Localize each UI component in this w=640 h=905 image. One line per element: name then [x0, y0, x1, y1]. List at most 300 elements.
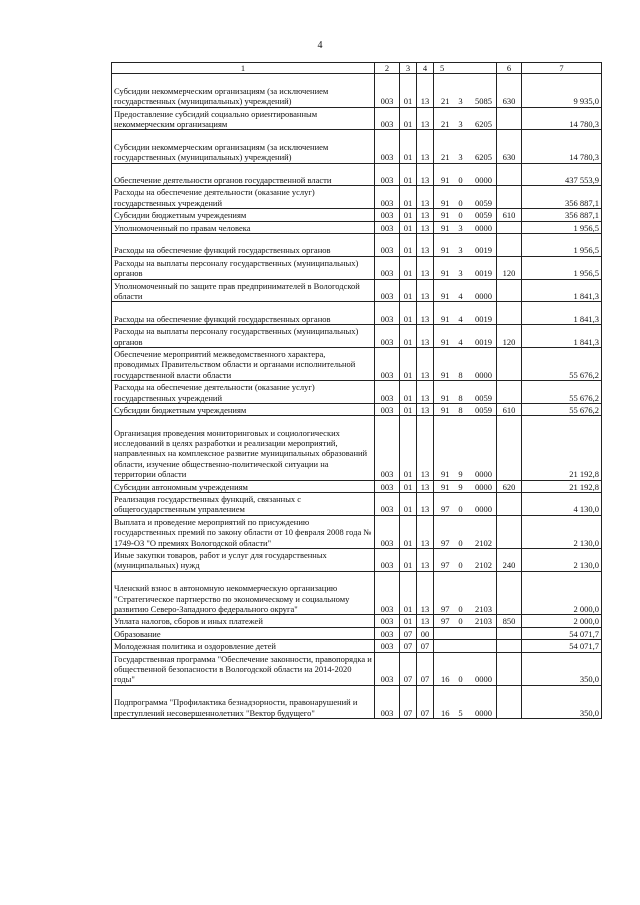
code-part: 16: [441, 674, 450, 685]
row-name: Расходы на обеспечение деятельности (оказание услуг) государственных учреждений: [112, 186, 375, 209]
row-amount: 2 130,0: [522, 515, 602, 548]
row-name: Уплата налогов, сборов и иных платежей: [112, 615, 375, 627]
row-name: Расходы на обеспечение функций государственных органов: [112, 302, 375, 325]
row-col-2: 003: [375, 515, 400, 548]
code-part: 8: [458, 369, 463, 380]
row-col-4: 13: [417, 493, 434, 516]
row-amount: 1 841,3: [522, 325, 602, 348]
row-col-2: 003: [375, 221, 400, 233]
row-col-5: [434, 515, 497, 548]
code-part: 5085: [475, 96, 492, 107]
code-part: 21: [441, 118, 450, 129]
row-amount: 1 841,3: [522, 279, 602, 302]
code-part: 91: [441, 245, 450, 256]
code-part: 3: [458, 222, 463, 233]
row-name: Субсидии бюджетным учреждениям: [112, 209, 375, 221]
row-col-5: [434, 416, 497, 480]
row-amount: 356 887,1: [522, 186, 602, 209]
row-name: Выплата и проведение мероприятий по присуждению государственных премий по закону области от 10 февраля 2008 года № 1749-ОЗ "О премиях Вологодской области": [112, 515, 375, 548]
code-part: 91: [441, 174, 450, 185]
target-code: [436, 96, 494, 106]
target-code: [436, 314, 494, 324]
code-part: 2103: [475, 616, 492, 627]
code-part: 0059: [475, 197, 492, 208]
row-col-2: 003: [375, 549, 400, 572]
code-part: 4: [458, 290, 463, 301]
row-col-5: [434, 325, 497, 348]
row-col-3: 01: [400, 221, 417, 233]
code-part: 91: [441, 290, 450, 301]
table-row: [112, 403, 602, 415]
code-part: 91: [441, 313, 450, 324]
row-col-3: 01: [400, 515, 417, 548]
code-part: 0019: [475, 268, 492, 279]
row-col-6: [497, 233, 522, 256]
code-part: 0000: [475, 481, 492, 492]
row-col-2: 003: [375, 130, 400, 163]
code-part: 97: [441, 504, 450, 515]
row-col-2: 003: [375, 381, 400, 404]
target-code: [436, 616, 494, 626]
row-col-6: 850: [497, 615, 522, 627]
row-amount: 21 192,8: [522, 416, 602, 480]
code-part: 4: [458, 336, 463, 347]
table-row: [112, 209, 602, 221]
code-part: 0: [458, 604, 463, 615]
row-col-4: 13: [417, 571, 434, 615]
row-col-3: 01: [400, 302, 417, 325]
row-col-3: 07: [400, 652, 417, 685]
target-code: [436, 674, 494, 684]
row-col-5: [434, 571, 497, 615]
row-col-3: 01: [400, 209, 417, 221]
code-part: 0000: [475, 174, 492, 185]
target-code: [436, 291, 494, 301]
target-code: [436, 538, 494, 548]
row-col-6: 610: [497, 209, 522, 221]
row-col-2: 003: [375, 233, 400, 256]
row-amount: 55 676,2: [522, 403, 602, 415]
row-col-2: 003: [375, 493, 400, 516]
row-name: Расходы на обеспечение деятельности (оказание услуг) государственных учреждений: [112, 381, 375, 404]
row-col-3: 01: [400, 493, 417, 516]
table-row: [112, 130, 602, 163]
row-col-4: 13: [417, 163, 434, 186]
code-part: 97: [441, 604, 450, 615]
target-code: [436, 210, 494, 220]
row-col-3: 01: [400, 615, 417, 627]
table-row: [112, 685, 602, 718]
row-col-3: 07: [400, 685, 417, 718]
row-col-2: 003: [375, 685, 400, 718]
row-name: Расходы на обеспечение функций государственных органов: [112, 233, 375, 256]
code-part: 6205: [475, 152, 492, 163]
target-code: [436, 245, 494, 255]
row-col-2: 003: [375, 209, 400, 221]
row-col-5: [434, 74, 497, 107]
row-col-5: [434, 381, 497, 404]
row-col-3: 01: [400, 325, 417, 348]
row-amount: 350,0: [522, 685, 602, 718]
table-row: [112, 652, 602, 685]
code-part: 0019: [475, 313, 492, 324]
row-name: Уполномоченный по правам человека: [112, 221, 375, 233]
row-col-4: 13: [417, 130, 434, 163]
code-part: 16: [441, 707, 450, 718]
row-col-4: 13: [417, 381, 434, 404]
code-part: 0: [458, 174, 463, 185]
code-part: 0059: [475, 392, 492, 403]
target-code: [436, 337, 494, 347]
row-name: Подпрограмма "Профилактика безнадзорности, правонарушений и преступлений несовершеннолетних "Вектор будущего": [112, 685, 375, 718]
row-col-5: [434, 186, 497, 209]
row-name: Субсидии бюджетным учреждениям: [112, 403, 375, 415]
row-col-6: [497, 107, 522, 130]
row-col-5: [434, 652, 497, 685]
row-col-5: [434, 163, 497, 186]
row-col-6: 120: [497, 256, 522, 279]
row-col-5: [434, 480, 497, 492]
row-col-2: 003: [375, 347, 400, 380]
table-row: [112, 627, 602, 639]
row-name: Организация проведения мониторинговых и социологических исследований в целях разработки и реализации мероприятий, направленных на комплексное развитие муниципальных образований области, изучение общественно-политической ситуации на территории области: [112, 416, 375, 480]
row-col-6: [497, 416, 522, 480]
header-col-4: 4: [417, 63, 434, 74]
table-row: [112, 302, 602, 325]
row-col-6: [497, 221, 522, 233]
header-col-1: 1: [112, 63, 375, 74]
code-part: 5: [458, 707, 463, 718]
code-part: 0059: [475, 210, 492, 221]
row-name: Уполномоченный по защите прав предпринимателей в Вологодской области: [112, 279, 375, 302]
row-col-4: 13: [417, 615, 434, 627]
target-code: [436, 393, 494, 403]
row-col-4: 13: [417, 549, 434, 572]
table-row: [112, 347, 602, 380]
code-part: 6205: [475, 118, 492, 129]
row-name: Расходы на выплаты персоналу государственных (муниципальных) органов: [112, 325, 375, 348]
table-row: [112, 74, 602, 107]
row-col-4: 07: [417, 640, 434, 652]
row-amount: 54 071,7: [522, 640, 602, 652]
page-number: 4: [317, 40, 323, 51]
row-amount: 1 956,5: [522, 221, 602, 233]
row-col-6: 240: [497, 549, 522, 572]
row-col-6: 610: [497, 403, 522, 415]
code-part: 3: [458, 152, 463, 163]
row-col-5: [434, 403, 497, 415]
code-part: 97: [441, 616, 450, 627]
code-part: 91: [441, 481, 450, 492]
target-code: [436, 482, 494, 492]
table-row: [112, 480, 602, 492]
code-part: 0000: [475, 290, 492, 301]
row-col-3: 01: [400, 416, 417, 480]
row-col-2: 003: [375, 256, 400, 279]
row-col-3: 01: [400, 186, 417, 209]
target-code: [436, 152, 494, 162]
code-part: 91: [441, 222, 450, 233]
header-col-6: 6: [497, 63, 522, 74]
code-part: 91: [441, 210, 450, 221]
row-amount: 4 130,0: [522, 493, 602, 516]
table-row: [112, 571, 602, 615]
code-part: 91: [441, 197, 450, 208]
row-col-2: 003: [375, 571, 400, 615]
row-amount: 350,0: [522, 652, 602, 685]
row-col-2: 003: [375, 640, 400, 652]
row-col-3: 01: [400, 571, 417, 615]
code-part: 3: [458, 118, 463, 129]
code-part: 9: [458, 469, 463, 480]
code-part: 91: [441, 404, 450, 415]
row-col-4: 13: [417, 302, 434, 325]
code-part: 8: [458, 392, 463, 403]
target-code: [436, 119, 494, 129]
target-code: [436, 560, 494, 570]
code-part: 0: [458, 537, 463, 548]
table-row: [112, 186, 602, 209]
code-part: 0: [458, 674, 463, 685]
row-col-5: [434, 130, 497, 163]
row-col-3: 01: [400, 279, 417, 302]
table-row: [112, 381, 602, 404]
row-amount: 9 935,0: [522, 74, 602, 107]
row-name: Реализация государственных функций, связанных с общегосударственным управлением: [112, 493, 375, 516]
target-code: [436, 405, 494, 415]
row-col-4: 13: [417, 325, 434, 348]
row-col-2: 003: [375, 163, 400, 186]
row-col-4: 13: [417, 416, 434, 480]
table-body: [112, 74, 602, 719]
row-col-5: [434, 615, 497, 627]
row-col-3: 01: [400, 549, 417, 572]
row-col-5: [434, 256, 497, 279]
row-col-6: [497, 515, 522, 548]
row-col-5: [434, 685, 497, 718]
code-part: 8: [458, 404, 463, 415]
row-col-4: 07: [417, 652, 434, 685]
row-col-2: 003: [375, 652, 400, 685]
row-col-3: 01: [400, 130, 417, 163]
code-part: 0019: [475, 245, 492, 256]
row-amount: 356 887,1: [522, 209, 602, 221]
row-amount: 14 780,3: [522, 107, 602, 130]
table-row: [112, 221, 602, 233]
row-col-4: 00: [417, 627, 434, 639]
row-name: Предоставление субсидий социально ориентированным некоммерческим организациям: [112, 107, 375, 130]
row-col-6: [497, 571, 522, 615]
code-part: 0: [458, 616, 463, 627]
row-col-4: 13: [417, 480, 434, 492]
code-part: 97: [441, 537, 450, 548]
row-col-6: [497, 652, 522, 685]
row-col-2: 003: [375, 302, 400, 325]
row-col-6: [497, 381, 522, 404]
code-part: 0019: [475, 336, 492, 347]
row-col-6: 120: [497, 325, 522, 348]
row-col-4: 13: [417, 233, 434, 256]
row-amount: 1 956,5: [522, 233, 602, 256]
row-col-4: 13: [417, 279, 434, 302]
row-amount: 14 780,3: [522, 130, 602, 163]
row-col-6: [497, 627, 522, 639]
row-col-6: [497, 493, 522, 516]
row-name: Субсидии некоммерческим организациям (за исключением государственных (муниципальных) учреждений): [112, 130, 375, 163]
code-part: 0000: [475, 707, 492, 718]
code-part: 0000: [475, 369, 492, 380]
table-row: [112, 107, 602, 130]
row-col-4: 13: [417, 221, 434, 233]
row-name: Государственная программа "Обеспечение законности, правопорядка и общественной безопасности в Вологодской области на 2014-2020 годы": [112, 652, 375, 685]
table-row: [112, 233, 602, 256]
code-part: 0059: [475, 404, 492, 415]
code-part: 3: [458, 268, 463, 279]
table-row: [112, 279, 602, 302]
row-amount: 437 553,9: [522, 163, 602, 186]
row-col-5: [434, 640, 497, 652]
row-col-2: 003: [375, 480, 400, 492]
row-col-6: [497, 302, 522, 325]
row-col-4: 13: [417, 515, 434, 548]
row-col-2: 003: [375, 279, 400, 302]
code-part: 91: [441, 369, 450, 380]
code-part: 0: [458, 197, 463, 208]
row-col-2: 003: [375, 74, 400, 107]
target-code: [436, 504, 494, 514]
row-amount: 1 956,5: [522, 256, 602, 279]
row-name: Субсидии автономным учреждениям: [112, 480, 375, 492]
row-name: Иные закупки товаров, работ и услуг для государственных (муниципальных) нужд: [112, 549, 375, 572]
row-name: Обеспечение мероприятий межведомственного характера, проводимых Правительством области и органами исполнительной государственной власти области: [112, 347, 375, 380]
row-col-3: 01: [400, 74, 417, 107]
row-col-6: 620: [497, 480, 522, 492]
code-part: 91: [441, 392, 450, 403]
row-col-3: 07: [400, 640, 417, 652]
row-col-5: [434, 549, 497, 572]
target-code: [436, 604, 494, 614]
row-col-2: 003: [375, 615, 400, 627]
row-col-4: 13: [417, 107, 434, 130]
code-part: 2102: [475, 560, 492, 571]
code-part: 91: [441, 336, 450, 347]
code-part: 21: [441, 96, 450, 107]
row-col-6: [497, 163, 522, 186]
row-col-5: [434, 302, 497, 325]
row-col-5: [434, 493, 497, 516]
row-col-3: 01: [400, 381, 417, 404]
row-name: Образование: [112, 627, 375, 639]
code-part: 0000: [475, 674, 492, 685]
code-part: 0: [458, 504, 463, 515]
target-code: [436, 198, 494, 208]
row-amount: 55 676,2: [522, 347, 602, 380]
code-part: 0000: [475, 222, 492, 233]
row-col-6: [497, 685, 522, 718]
header-col-2: 2: [375, 63, 400, 74]
table-row: [112, 493, 602, 516]
row-col-2: 003: [375, 627, 400, 639]
row-col-6: 630: [497, 130, 522, 163]
code-part: 0000: [475, 504, 492, 515]
row-col-3: 01: [400, 403, 417, 415]
row-col-2: 003: [375, 325, 400, 348]
row-col-5: [434, 221, 497, 233]
row-col-2: 003: [375, 107, 400, 130]
table-row: [112, 325, 602, 348]
row-name: Молодежная политика и оздоровление детей: [112, 640, 375, 652]
row-col-3: 01: [400, 480, 417, 492]
code-part: 0: [458, 210, 463, 221]
row-col-3: 07: [400, 627, 417, 639]
code-part: 3: [458, 245, 463, 256]
row-col-3: 01: [400, 107, 417, 130]
row-col-3: 01: [400, 233, 417, 256]
row-col-4: 13: [417, 74, 434, 107]
code-part: 91: [441, 469, 450, 480]
row-amount: 54 071,7: [522, 627, 602, 639]
row-col-5: [434, 107, 497, 130]
row-col-5: [434, 627, 497, 639]
header-col-7: 7: [522, 63, 602, 74]
row-amount: 2 130,0: [522, 549, 602, 572]
row-col-4: 13: [417, 347, 434, 380]
header-col-5: 5: [434, 63, 497, 74]
row-col-4: 13: [417, 403, 434, 415]
code-part: 91: [441, 268, 450, 279]
row-name: Субсидии некоммерческим организациям (за исключением государственных (муниципальных) учреждений): [112, 74, 375, 107]
row-col-3: 01: [400, 256, 417, 279]
row-col-5: [434, 233, 497, 256]
code-part: 2102: [475, 537, 492, 548]
target-code: [436, 223, 494, 233]
row-col-2: 003: [375, 416, 400, 480]
row-name: Расходы на выплаты персоналу государственных (муниципальных) органов: [112, 256, 375, 279]
row-col-6: [497, 347, 522, 380]
row-col-5: [434, 279, 497, 302]
row-col-6: [497, 640, 522, 652]
table-row: [112, 549, 602, 572]
row-col-4: 07: [417, 685, 434, 718]
table-header-row: [112, 63, 602, 74]
row-col-6: [497, 186, 522, 209]
code-part: 0000: [475, 469, 492, 480]
table-row: [112, 163, 602, 186]
row-col-5: [434, 209, 497, 221]
row-col-2: 003: [375, 186, 400, 209]
table-row: [112, 515, 602, 548]
table-row: [112, 615, 602, 627]
header-col-3: 3: [400, 63, 417, 74]
row-name: Обеспечение деятельности органов государственной власти: [112, 163, 375, 186]
target-code: [436, 708, 494, 718]
row-col-6: 630: [497, 74, 522, 107]
row-col-5: [434, 347, 497, 380]
code-part: 0: [458, 560, 463, 571]
row-name: Членский взнос в автономную некоммерческую организацию "Стратегическое партнерство по экономическому и социальному развитию Северо-Западного федерального округа": [112, 571, 375, 615]
row-amount: 1 841,3: [522, 302, 602, 325]
row-amount: 2 000,0: [522, 571, 602, 615]
code-part: 9: [458, 481, 463, 492]
row-col-3: 01: [400, 163, 417, 186]
target-code: [436, 469, 494, 479]
table-row: [112, 640, 602, 652]
row-amount: 21 192,8: [522, 480, 602, 492]
target-code: [436, 370, 494, 380]
target-code: [436, 268, 494, 278]
row-col-6: [497, 279, 522, 302]
code-part: 97: [441, 560, 450, 571]
